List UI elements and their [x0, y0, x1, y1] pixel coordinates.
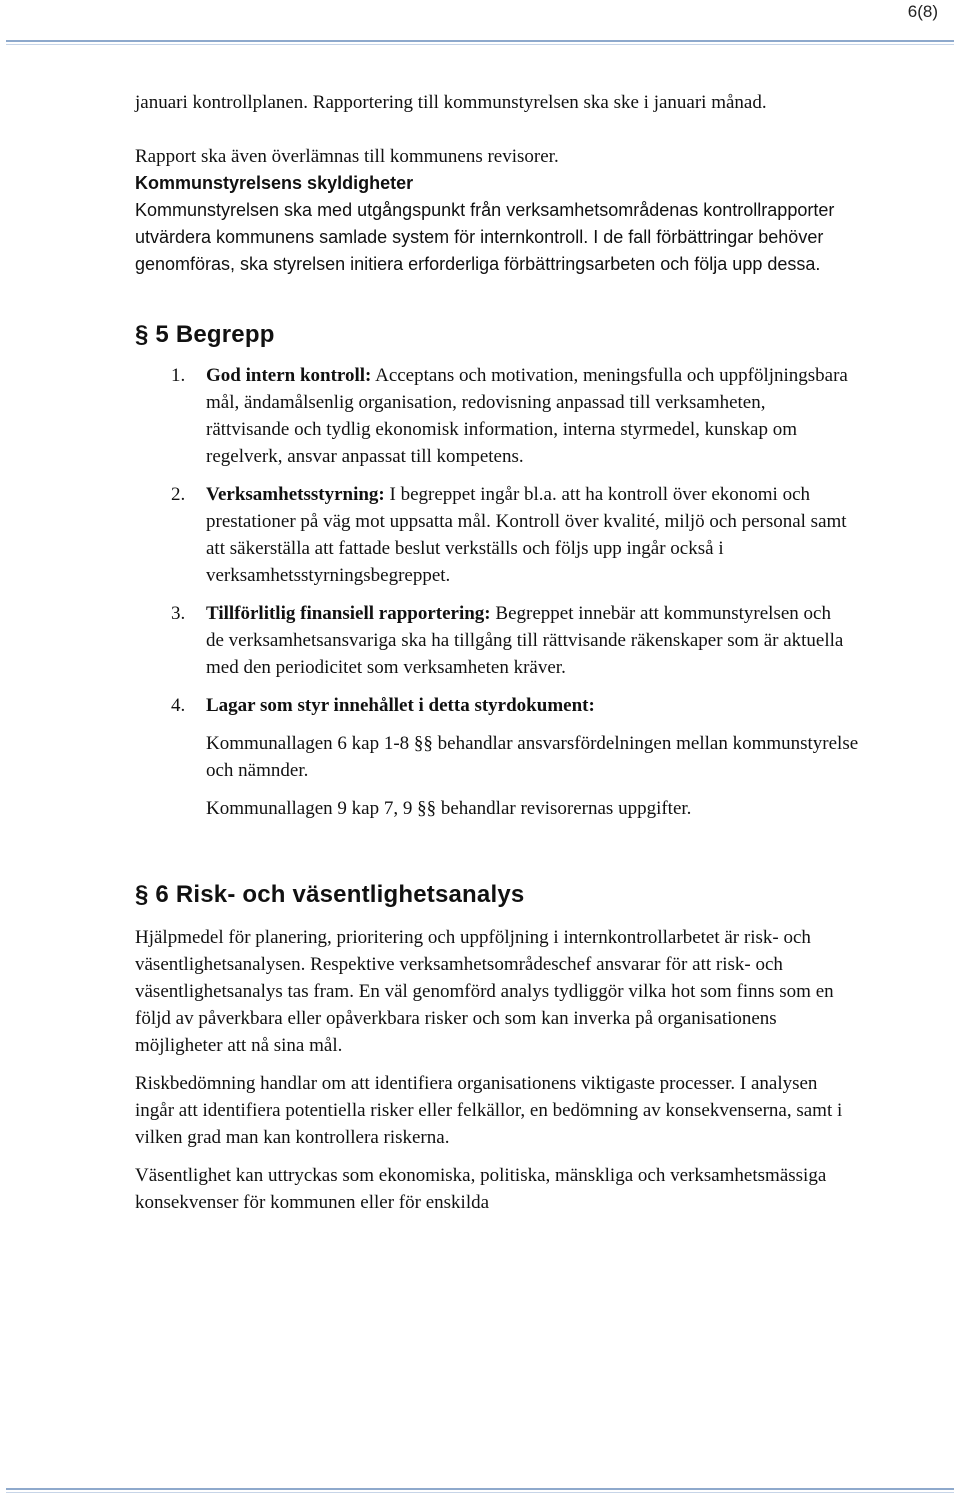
list-item [135, 600, 851, 681]
list-item [135, 692, 866, 822]
list-number: 1. [171, 365, 186, 386]
paragraph-riskbedomning: Riskbedömning handlar om att identifiera organisationens viktigaste processer. I analysen ingår att identifiera potentiella risker eller felkällor, en bedömning av konsekvenserna, samt i vilken grad man kan kontrollera riskerna. [135, 1073, 843, 1148]
list-item [135, 362, 851, 470]
list-number: 2. [171, 484, 186, 505]
definition-text: Begreppet innebär att kommunstyrelsen och de verksamhetsansvariga ska ha tillgång till rättvisande räkenskaper som är aktuella med den periodicitet som verksamheten kräver. [206, 603, 844, 678]
paragraph-revisorer: Rapport ska även överlämnas till kommunens revisorer. [135, 146, 559, 167]
subheading-skyldigheter: Kommunstyrelsens skyldigheter [135, 173, 414, 193]
law-reference-1: Kommunallagen 6 kap 1-8 §§ behandlar ansvarsfördelningen mellan kommunstyrelse och nämnder. [206, 733, 859, 781]
paragraph-kontrollplan: januari kontrollplanen. Rapportering till kommunstyrelsen ska ske i januari månad. [135, 92, 767, 113]
section-heading-riskanalys: § 6 Risk- och väsentlighetsanalys [135, 881, 525, 908]
paragraph-skyldigheter: Kommunstyrelsen ska med utgångspunkt från verksamhetsområdenas kontrollrapporter utvärdera kommunens samlade system för internkontroll. I de fall förbättringar behöver genomföras, ska styrelsen initiera erforderliga förbättringsarbeten och följa upp dessa. [135, 200, 835, 274]
definition-term: Verksamhetsstyrning: [206, 484, 385, 505]
definition-term: Tillförlitlig finansiell rapportering: [206, 603, 491, 624]
list-item [135, 481, 851, 589]
definition-term: Lagar som styr innehållet i detta styrdokument: [206, 695, 595, 716]
law-reference-2: Kommunallagen 9 kap 7, 9 §§ behandlar revisorernas uppgifter. [206, 798, 692, 819]
paragraph-hjalpmedel: Hjälpmedel för planering, prioritering och uppföljning i internkontrollarbetet är risk- och väsentlighetsanalysen. Respektive verksamhetsområdeschef ansvarar för att risk- och väsentlighetsanalys tas fram. En väl genomförd analys tydliggör vilka hot som finns som en följd av påverkbara eller opåverkbara risker och som kan inverka på organisationens möjligheter att nå sina mål. [135, 927, 834, 1056]
paragraph-vasentlighet: Väsentlighet kan uttryckas som ekonomiska, politiska, mänskliga och verksamhetsmässiga konsekvenser för kommunen eller för enskilda [135, 1165, 827, 1213]
document-body [135, 89, 870, 1216]
top-divider [6, 40, 954, 45]
definition-text: Acceptans och motivation, meningsfulla och uppföljningsbara mål, ändamålsenlig organisation, redovisning anpassad till verksamheten, rättvisande och tydlig ekonomisk information, interna styrmedel, kunskap om regelverk, ansvar anpassat till kompetens. [206, 365, 848, 467]
list-number: 4. [171, 695, 186, 716]
page-number: 6(8) [907, 2, 938, 21]
definition-list [135, 362, 870, 822]
definition-term: God intern kontroll: [206, 365, 372, 386]
bottom-divider [6, 1488, 954, 1493]
definition-text: I begreppet ingår bl.a. att ha kontroll över ekonomi och prestationer på väg mot uppsatta mål. Kontroll över kvalité, miljö och personal samt att säkerställa att fattade beslut verkställs och följs upp ingår också i verksamhetsstyrningsbegreppet. [206, 484, 847, 586]
list-number: 3. [171, 603, 186, 624]
section-heading-begrepp: § 5 Begrepp [135, 321, 275, 348]
